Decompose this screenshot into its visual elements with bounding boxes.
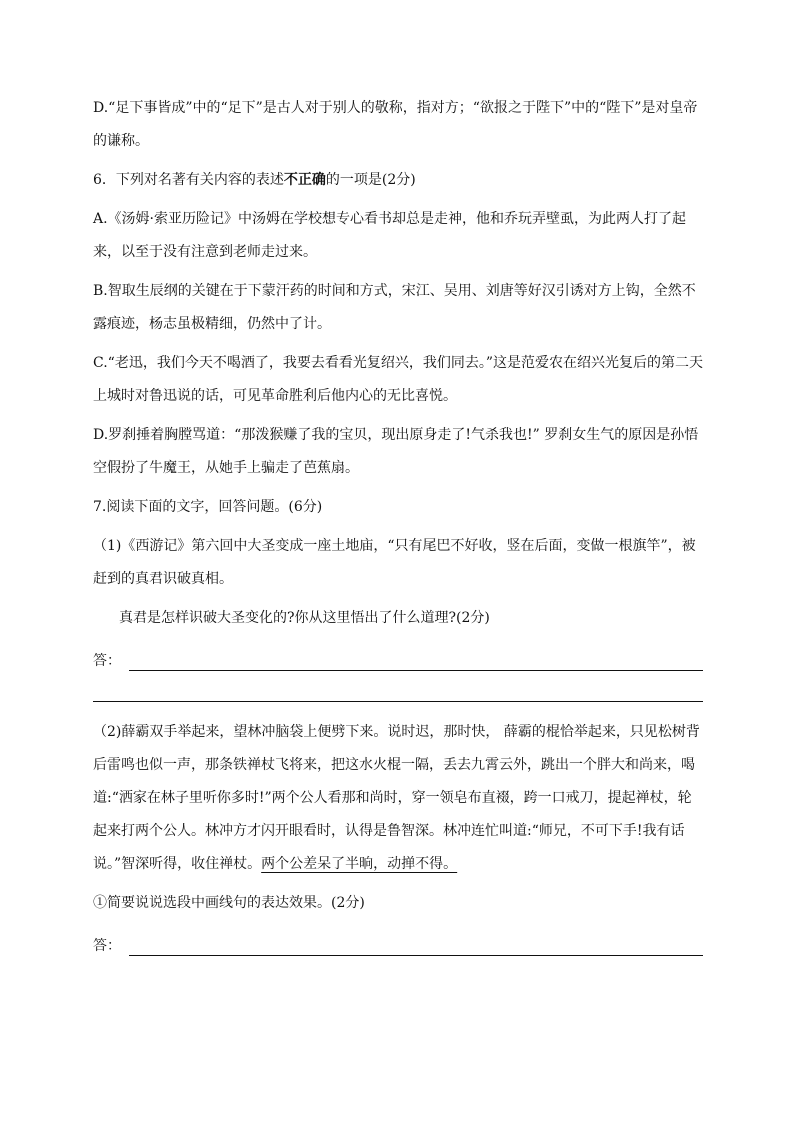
- q7-underlined-sentence: 两个公差呆了半晌，动掸不得。: [261, 856, 458, 872]
- q7-sub-question-1: ①简要说说选段中画线句的表达效果。(2分): [93, 895, 365, 911]
- answer-line[interactable]: [129, 941, 703, 956]
- q7-passage-1: （1)《西游记》第六回中大圣变成一座土地庙，“只有尾巴不好收，竖在后面，变做一根旗竿”，被赶到的真君识破真相。: [93, 538, 696, 587]
- q6-option-c: C.“老迅，我们今天不喝酒了，我要去看看光复绍兴，我们同去。”这是范爱农在绍兴光复后的第二天上城时对鲁迅说的话，可见革命胜利后他内心的无比喜悦。: [93, 355, 703, 404]
- answer-row-2: [93, 920, 703, 956]
- answer-label: 答：: [93, 938, 121, 954]
- q7-question-1: 真君是怎样识破大圣变化的?你从这里悟出了什么道理?(2分): [119, 610, 490, 626]
- q6-option-d: D.罗刹捶着胸膛骂道：“那泼猴赚了我的宝贝，现出原身走了!气杀我也!” 罗刹女生气的原因是孙悟空假扮了牛魔王，从她手上骗走了芭蕉扇。: [93, 427, 699, 476]
- q6-stem-pre: 6．下列对名著有关内容的表述: [93, 172, 284, 188]
- q6-stem-bold: 不正确: [283, 172, 326, 188]
- q7-stem: 7.阅读下面的文字，回答问题。(6分): [93, 499, 323, 515]
- q6-stem-post: 的一项是(2分): [325, 172, 416, 188]
- q6-option-b: B.智取生辰纲的关键在于下蒙汗药的时间和方式，宋江、吴用、刘唐等好汉引诱对方上钩，全然不露痕迹，杨志虽极精细，仍然中了计。: [93, 283, 696, 332]
- q5-option-d: D.“足下事皆成”中的“足下”是古人对于别人的敬称，指对方；“欲报之于陛下”中的“陛下”是对皇帝的谦称。: [93, 100, 698, 149]
- q7-passage-2: [93, 716, 703, 881]
- q6-stem: [93, 164, 703, 197]
- document-page: [93, 92, 703, 956]
- answer-line-continued[interactable]: [93, 671, 703, 702]
- q6-option-a: A.《汤姆·索亚历险记》中汤姆在学校想专心看书却总是走神，他和乔玩弄壁虱，为此两人打了起来，以至于没有注意到老师走过来。: [93, 211, 687, 260]
- answer-row-1: [93, 635, 703, 671]
- answer-line[interactable]: [129, 656, 703, 671]
- answer-label: 答：: [93, 653, 121, 669]
- q7-passage-2-text: （2)薛霸双手举起来，望林冲脑袋上便劈下来。说时迟，那时快， 薛霸的棍恰举起来，只见松树背后雷鸣也似一声，那条铁禅杖飞将来，把这水火棍一隔，丢去九霄云外，跳出一个胖大和尚来，喝道:“洒家在林子里听你多时!”两个公人看那和尚时，穿一领皂布直裰，跨一口戒刀，提起禅杖，轮起来打两个公人。林冲方才闪开眼看时，认得是鲁智深。林冲连忙叫道:“师兄，不可下手!我有话说。”智深听得，收住禅杖。: [93, 724, 700, 872]
